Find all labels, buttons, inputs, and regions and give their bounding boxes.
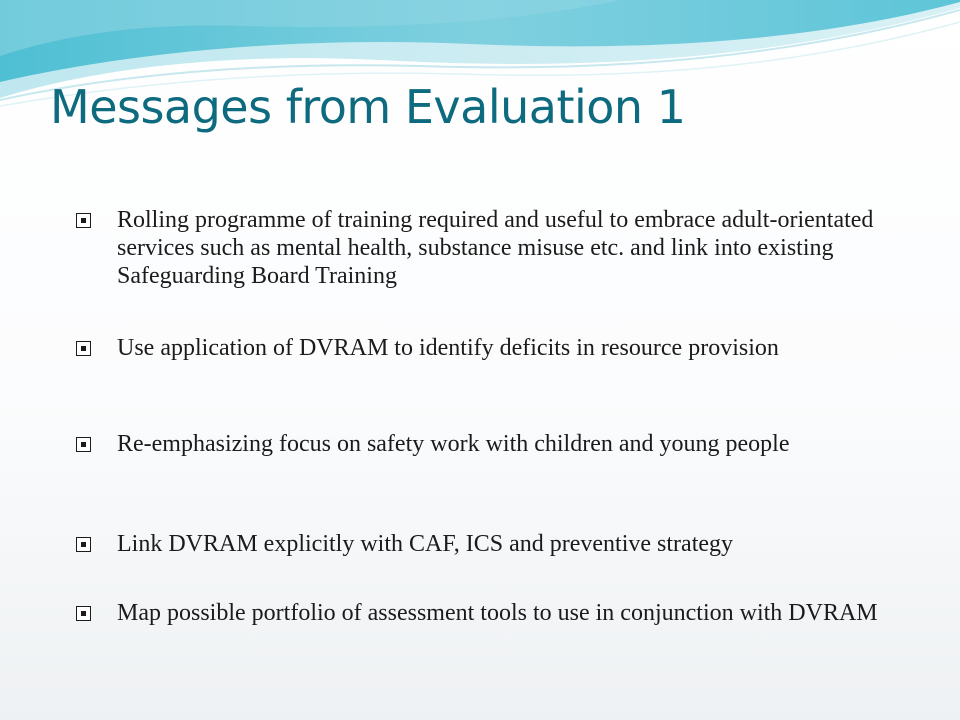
square-bullet-icon [76, 341, 91, 356]
bullet-text: Map possible portfolio of assessment tools to use in conjunction with DVRAM [117, 600, 878, 626]
bullet-text: Re-emphasizing focus on safety work with children and young people [117, 431, 790, 457]
square-bullet-icon [76, 213, 91, 228]
slide-title: Messages from Evaluation 1 [50, 80, 686, 134]
square-bullet-icon [76, 606, 91, 621]
square-bullet-icon [76, 437, 91, 452]
bullet-text: Use application of DVRAM to identify deficits in resource provision [117, 335, 779, 361]
square-bullet-icon [76, 537, 91, 552]
bullet-text: Link DVRAM explicitly with CAF, ICS and preventive strategy [117, 531, 734, 557]
bullet-text: Rolling programme of training required and useful to embrace adult-orientated services such as mental health, substance misuse etc. and link into existing Safeguarding Board Training [117, 207, 874, 289]
